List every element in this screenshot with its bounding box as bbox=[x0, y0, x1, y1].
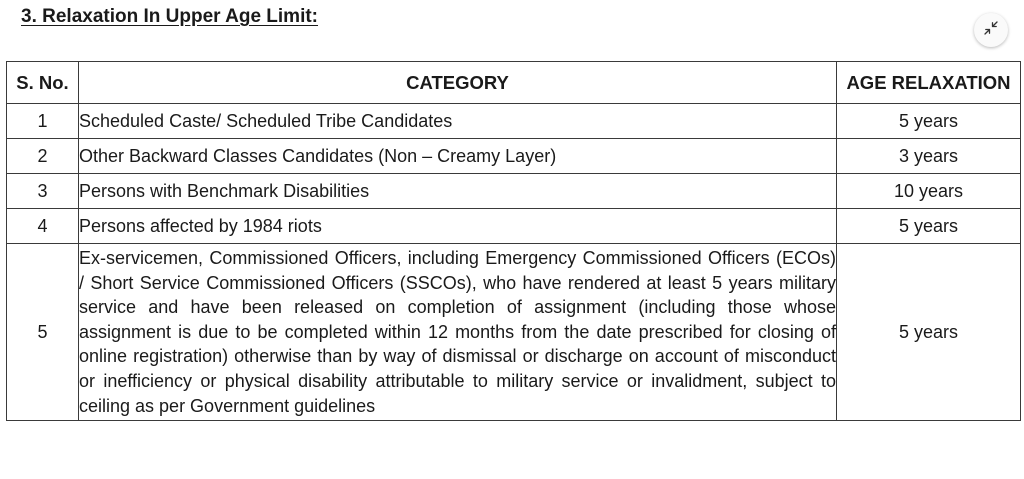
row-relaxation: 3 years bbox=[837, 139, 1021, 174]
row-category: Ex-servicemen, Commissioned Officers, including Emergency Commissioned Officers (ECOs) / Short Service Commissioned Officers (SSCOs), who have rendered at least 5 years military service and have been released on completion of assignment (including those whose assignment is due to be completed within 12 months from the date prescribed for closing of online registration) otherwise than by way of dismissal or discharge on account of misconduct or inefficiency or physical disability attributable to military service or invalidment, subject to ceiling as per Government guidelines bbox=[79, 244, 837, 421]
header-category: CATEGORY bbox=[79, 62, 837, 104]
table-row bbox=[7, 139, 1021, 174]
row-sno: 1 bbox=[7, 104, 79, 139]
row-relaxation: 5 years bbox=[837, 104, 1021, 139]
age-relaxation-table bbox=[6, 61, 1021, 421]
row-relaxation: 5 years bbox=[837, 244, 1021, 421]
table-header-row bbox=[7, 62, 1021, 104]
section-heading: 3. Relaxation In Upper Age Limit: bbox=[21, 6, 319, 27]
table-row bbox=[7, 174, 1021, 209]
row-sno: 5 bbox=[7, 244, 79, 421]
header-age-relaxation: AGE RELAXATION bbox=[837, 62, 1021, 104]
row-sno: 4 bbox=[7, 209, 79, 244]
collapse-icon bbox=[983, 20, 999, 41]
row-sno: 3 bbox=[7, 174, 79, 209]
row-relaxation: 5 years bbox=[837, 209, 1021, 244]
table-row bbox=[7, 209, 1021, 244]
table-row bbox=[7, 104, 1021, 139]
row-category: Other Backward Classes Candidates (Non – Creamy Layer) bbox=[79, 139, 837, 174]
header-sno: S. No. bbox=[7, 62, 79, 104]
row-category: Scheduled Caste/ Scheduled Tribe Candidates bbox=[79, 104, 837, 139]
collapse-button[interactable] bbox=[974, 13, 1008, 47]
row-category: Persons affected by 1984 riots bbox=[79, 209, 837, 244]
table-row bbox=[7, 244, 1021, 421]
row-category: Persons with Benchmark Disabilities bbox=[79, 174, 837, 209]
row-sno: 2 bbox=[7, 139, 79, 174]
row-relaxation: 10 years bbox=[837, 174, 1021, 209]
